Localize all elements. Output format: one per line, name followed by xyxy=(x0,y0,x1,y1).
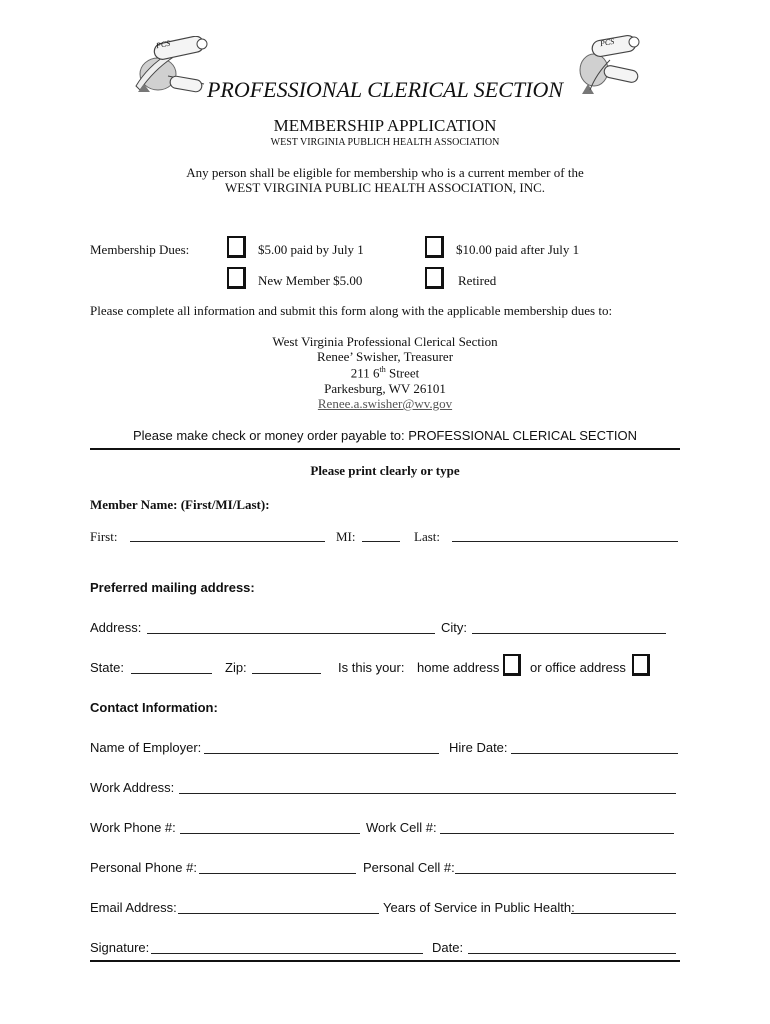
dues-option-retired-checkbox[interactable] xyxy=(425,267,444,289)
section-divider-bottom xyxy=(90,960,680,962)
eligibility-line-2: WEST VIRGINIA PUBLIC HEALTH ASSOCIATION, INC. xyxy=(224,180,546,195)
work-address-field[interactable] xyxy=(179,793,676,794)
street-number: 211 6 xyxy=(350,365,380,381)
dues-option-after-july-checkbox[interactable] xyxy=(425,236,444,258)
work-phone-label: Work Phone #: xyxy=(90,820,176,835)
mailing-address-heading: Preferred mailing address: xyxy=(90,580,255,595)
street-name: Street xyxy=(385,365,420,381)
logo-right-text: PCS xyxy=(599,36,615,49)
zip-label: Zip: xyxy=(225,660,247,675)
personal-cell-field[interactable] xyxy=(455,873,676,874)
personal-phone-label: Personal Phone #: xyxy=(90,860,197,875)
contact-info-heading: Contact Information: xyxy=(90,700,218,715)
office-address-checkbox[interactable] xyxy=(632,654,650,676)
hire-date-label: Hire Date: xyxy=(449,740,508,755)
personal-cell-label: Personal Cell #: xyxy=(363,860,455,875)
address-field[interactable] xyxy=(147,633,435,634)
zip-field[interactable] xyxy=(252,673,321,674)
middle-initial-label: MI: xyxy=(336,529,356,544)
last-name-label: Last: xyxy=(414,529,440,544)
personal-phone-field[interactable] xyxy=(199,873,356,874)
work-phone-field[interactable] xyxy=(180,833,360,834)
employer-label: Name of Employer: xyxy=(90,740,202,755)
city-field[interactable] xyxy=(472,633,666,634)
signature-field[interactable] xyxy=(151,953,423,954)
years-of-service-field[interactable] xyxy=(571,913,676,914)
street-ordinal: th xyxy=(379,365,386,374)
hire-date-field[interactable] xyxy=(511,753,678,754)
first-name-field[interactable] xyxy=(130,541,325,542)
payable-to-text: Please make check or money order payable to: PROFESSIONAL CLERICAL SECTION xyxy=(132,428,638,443)
dues-option-retired-label: Retired xyxy=(458,273,497,288)
dues-option-new-member-checkbox[interactable] xyxy=(227,267,246,289)
logo-left-text: PCS xyxy=(155,38,172,51)
office-address-label: or office address xyxy=(530,660,626,675)
date-field[interactable] xyxy=(468,953,676,954)
section-divider-top xyxy=(90,448,680,450)
form-subtitle: MEMBERSHIP APPLICATION xyxy=(273,116,497,135)
last-name-field[interactable] xyxy=(452,541,678,542)
employer-field[interactable] xyxy=(204,753,439,754)
address-street xyxy=(0,365,770,381)
dues-option-after-july-label: $10.00 paid after July 1 xyxy=(456,242,580,257)
print-clearly-note: Please print clearly or type xyxy=(310,463,460,478)
dues-option-july-checkbox[interactable] xyxy=(227,236,246,258)
treasurer-email-link[interactable]: Renee.a.swisher@wv.gov xyxy=(317,396,453,411)
address-type-label: Is this your: xyxy=(338,660,405,675)
address-line-1: West Virginia Professional Clerical Section xyxy=(272,334,498,349)
signature-label: Signature: xyxy=(90,940,150,955)
eligibility-line-1: Any person shall be eligible for membership who is a current member of the xyxy=(186,165,584,180)
work-cell-field[interactable] xyxy=(440,833,674,834)
dues-option-july-label: $5.00 paid by July 1 xyxy=(258,242,364,257)
date-label: Date: xyxy=(432,940,464,955)
home-address-label: home address xyxy=(417,660,500,675)
state-field[interactable] xyxy=(131,673,212,674)
middle-initial-field[interactable] xyxy=(362,541,400,542)
city-label: City: xyxy=(441,620,467,635)
member-name-heading: Member Name: (First/MI/Last): xyxy=(90,497,270,512)
email-label: Email Address: xyxy=(90,900,177,915)
membership-dues-label: Membership Dues: xyxy=(90,242,190,257)
association-name: WEST VIRGINIA PUBLICH HEALTH ASSOCIATION xyxy=(270,137,500,148)
work-address-label: Work Address: xyxy=(90,780,175,795)
work-cell-label: Work Cell #: xyxy=(366,820,437,835)
address-label: Address: xyxy=(90,620,142,635)
dues-option-new-member-label: New Member $5.00 xyxy=(258,273,363,288)
instructions-text: Please complete all information and submit this form along with the applicable membership dues to: xyxy=(90,303,613,318)
address-city-line: Parkesburg, WV 26101 xyxy=(324,381,446,396)
email-field[interactable] xyxy=(178,913,379,914)
home-address-checkbox[interactable] xyxy=(503,654,521,676)
address-line-2: Renee’ Swisher, Treasurer xyxy=(316,349,454,364)
first-name-label: First: xyxy=(90,529,118,544)
state-label: State: xyxy=(90,660,124,675)
years-of-service-label: Years of Service in Public Health: xyxy=(383,900,575,915)
form-title: PROFESSIONAL CLERICAL SECTION xyxy=(206,77,564,102)
